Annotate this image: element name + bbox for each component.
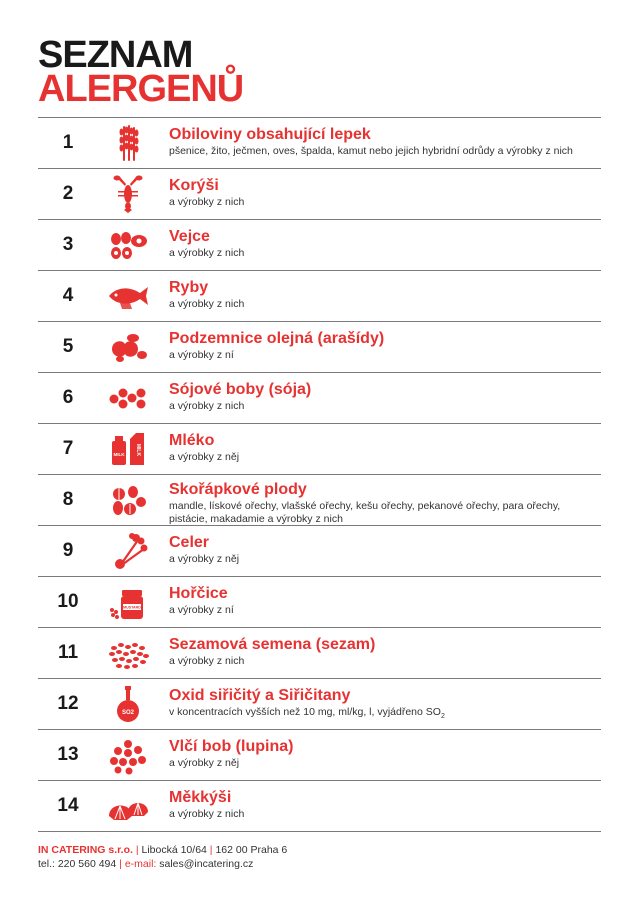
list-item: [38, 169, 601, 220]
item-number: 11: [57, 642, 79, 663]
list-item: [38, 118, 601, 169]
allergen-description: mandle, lískové ořechy, vlašské ořechy, kešu ořechy, pekanové ořechy, para ořechy, pistácie, makadamie a výrobky z nich: [169, 500, 561, 525]
lobster-icon: [106, 174, 150, 214]
lupin-icon: [106, 735, 150, 775]
allergen-description: a výrobky z nich: [169, 655, 245, 667]
title-line-2: ALERGENŮ: [38, 68, 244, 110]
list-item: [38, 475, 601, 526]
list-item: [38, 220, 601, 271]
page-title: [38, 34, 244, 110]
item-number: 1: [62, 132, 74, 153]
item-number: 12: [57, 693, 79, 714]
item-number: 9: [62, 540, 74, 561]
allergen-description: a výrobky z nich: [169, 247, 245, 259]
allergen-name: Vejce: [169, 228, 210, 245]
separator: |: [119, 858, 122, 870]
item-number: 13: [57, 744, 79, 765]
email-link[interactable]: sales@incatering.cz: [159, 858, 254, 870]
allergen-description: a výrobky z nich: [169, 808, 245, 820]
item-number: 7: [62, 438, 74, 459]
allergen-description: a výrobky z nich: [169, 400, 245, 412]
item-text: [169, 687, 601, 723]
sesame-icon: [106, 633, 150, 673]
item-text: [169, 126, 601, 158]
allergen-description: a výrobky z něj: [169, 757, 240, 769]
address: Libocká 10/64: [141, 844, 207, 856]
footer-line-1: [38, 843, 287, 857]
phone: tel.: 220 560 494: [38, 858, 117, 870]
item-text: [169, 534, 601, 566]
item-number: 10: [57, 591, 79, 612]
title-line-1: SEZNAM: [38, 34, 193, 76]
item-text: [169, 177, 601, 209]
list-item: [38, 628, 601, 679]
allergen-name: Hořčice: [169, 585, 228, 602]
allergen-description: a výrobky z něj: [169, 451, 240, 463]
milk-label: MILK: [113, 452, 125, 457]
list-item: [38, 424, 601, 475]
allergen-list: [38, 117, 601, 832]
allergen-name: Obiloviny obsahující lepek: [169, 126, 371, 143]
soybeans-icon: [106, 378, 150, 418]
allergen-description: a výrobky z nich: [169, 196, 245, 208]
item-text: [169, 789, 601, 821]
city: 162 00 Praha 6: [215, 844, 288, 856]
flask-label: SO2: [121, 710, 135, 716]
item-text: [169, 228, 601, 260]
list-item: [38, 271, 601, 322]
item-number: 14: [57, 795, 79, 816]
item-number: 5: [62, 336, 74, 357]
item-text: [169, 738, 601, 770]
milk-carton-label: MILK: [135, 443, 141, 457]
allergen-description: a výrobky z ní: [169, 604, 234, 616]
allergen-name: Podzemnice olejná (arašídy): [169, 330, 385, 347]
flask-icon: [106, 684, 150, 724]
item-text: [169, 481, 601, 526]
footer: [38, 843, 287, 871]
item-text: [169, 585, 601, 617]
shells-icon: [106, 786, 150, 826]
allergen-description: pšenice, žito, ječmen, oves, špalda, kamut nebo jejich hybridní odrůdy a výrobky z nich: [169, 145, 573, 157]
list-item: [38, 730, 601, 781]
separator: |: [135, 844, 139, 856]
eggs-icon: [106, 225, 150, 265]
allergen-name: Oxid siřičitý a Siřičitany: [169, 687, 351, 704]
milk-icon: [106, 429, 150, 469]
item-text: [169, 279, 601, 311]
list-item: [38, 322, 601, 373]
allergen-description: [169, 706, 601, 723]
allergen-name: Sezamová semena (sezam): [169, 636, 376, 653]
fish-icon: [106, 276, 150, 316]
allergen-name: Vlčí bob (lupina): [169, 738, 294, 755]
item-text: [169, 432, 601, 464]
item-number: 6: [62, 387, 74, 408]
item-number: 4: [62, 285, 74, 306]
separator: |: [209, 844, 213, 856]
subscript: 2: [440, 713, 445, 721]
celery-icon: [106, 531, 150, 571]
allergen-description: a výrobky z nich: [169, 298, 245, 310]
allergen-description-text: v koncentracích vyšších než 10 mg, ml/kg, l, vyjádřeno SO: [169, 706, 441, 718]
list-item: [38, 781, 601, 832]
list-item: [38, 679, 601, 730]
allergen-description: a výrobky z něj: [169, 553, 240, 565]
email-label: e-mail:: [124, 858, 157, 870]
allergen-name: Skořápkové plody: [169, 481, 307, 498]
allergen-name: Sójové boby (sója): [169, 381, 312, 398]
item-text: [169, 330, 601, 362]
item-number: 2: [62, 183, 74, 204]
allergen-description: a výrobky z ní: [169, 349, 234, 361]
wheat-icon: [106, 123, 150, 163]
nuts-icon: [106, 480, 150, 520]
item-text: [169, 636, 601, 668]
peanut-icon: [106, 327, 150, 367]
item-number: 8: [62, 489, 74, 510]
list-item: [38, 577, 601, 628]
allergen-name: Mléko: [169, 432, 215, 449]
allergen-name: Celer: [169, 534, 210, 551]
mustard-label: MUSTARD: [123, 605, 141, 610]
footer-line-2: [38, 857, 287, 871]
item-number: 3: [62, 234, 74, 255]
allergen-name: Korýši: [169, 177, 219, 194]
list-item: [38, 526, 601, 577]
allergen-name: Měkkýši: [169, 789, 232, 806]
list-item: [38, 373, 601, 424]
mustard-icon: [106, 582, 150, 622]
company-name: IN CATERING s.r.o.: [38, 844, 133, 856]
item-text: [169, 381, 601, 413]
allergen-name: Ryby: [169, 279, 209, 296]
